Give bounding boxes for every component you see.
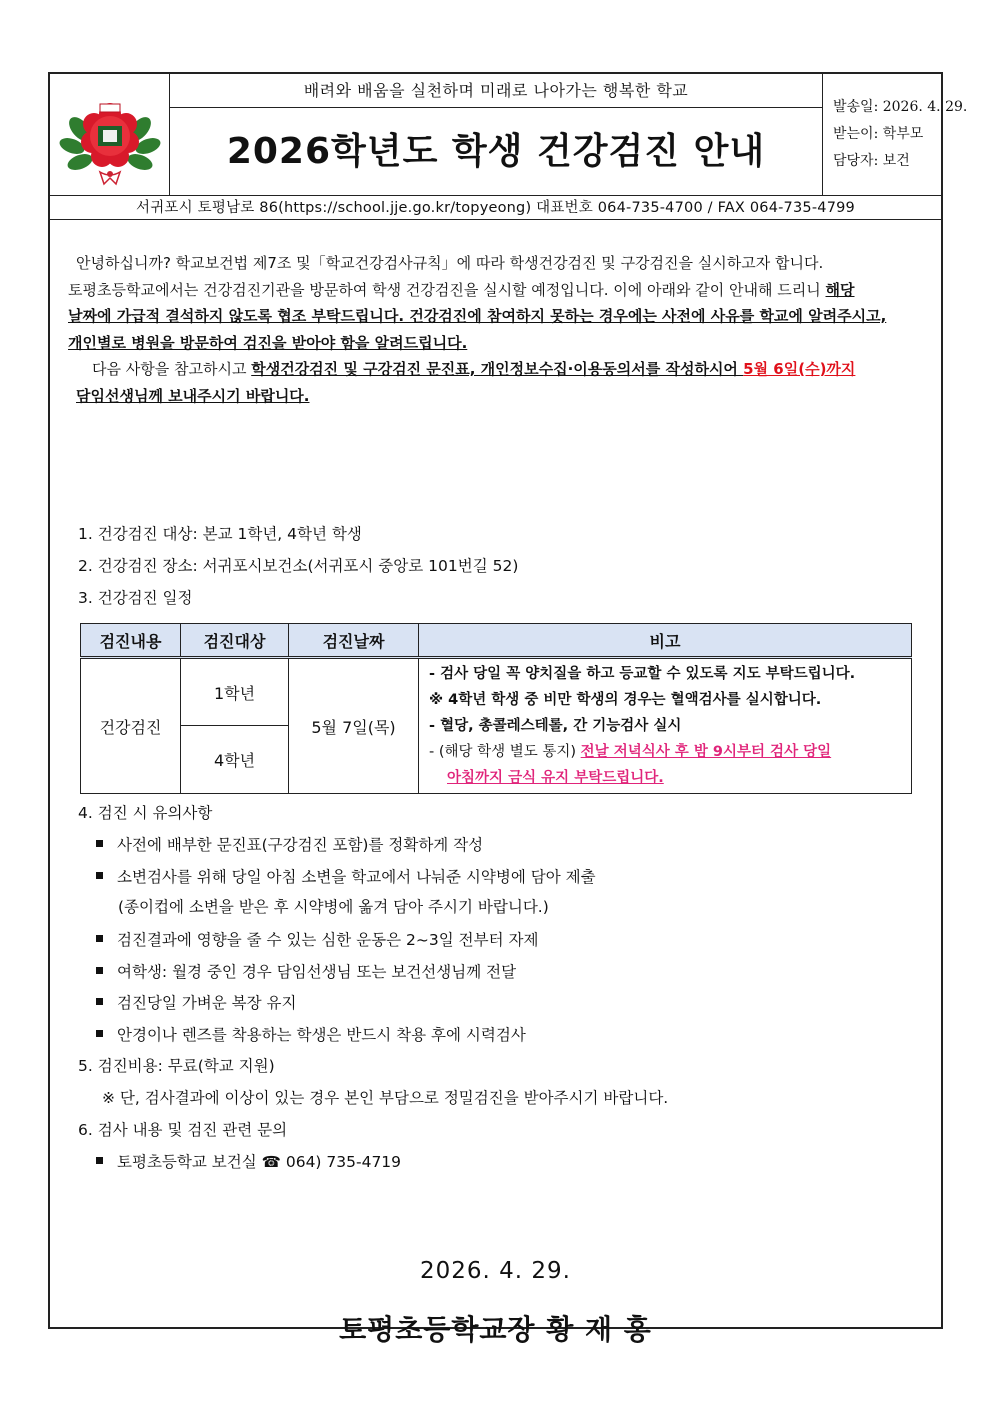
- issue-date: 발송일: 2026. 4. 29.: [833, 99, 968, 115]
- logo-box: [50, 74, 170, 196]
- exam-date-cell: 5월 7일(목): [289, 658, 419, 794]
- grade-cell: 1학년: [181, 658, 289, 726]
- list-item: 안경이나 렌즈를 착용하는 학생은 반드시 착용 후에 시력검사: [96, 1023, 526, 1045]
- bullet-icon: [96, 967, 103, 974]
- section-precautions: 4. 검진 시 유의사항: [78, 804, 213, 822]
- table-row: [81, 658, 912, 726]
- exam-type-cell: 건강검진: [81, 658, 181, 794]
- list-item: 검진당일 가벼운 복장 유지: [96, 991, 297, 1013]
- table-header: 검진내용: [81, 624, 181, 658]
- intro-line: 개인별로 병원을 방문하여 검진을 받아야 함을 알려드립니다.: [68, 333, 468, 352]
- intro-line: 토평초등학교에서는 건강검진기관을 방문하여 학생 건강검진을 실시할 예정입니다. 이에 아래와 같이 안내해 드리니 해당: [68, 280, 855, 299]
- intro-line: 안녕하십니까? 학교보건법 제7조 및「학교건강검사규칙」에 따라 학생건강검진 및 구강검진을 실시하고자 합니다.: [76, 254, 824, 272]
- intro-line: 날짜에 가급적 결석하지 않도록 협조 부탁드립니다. 건강검진에 참여하지 못하는 경우에는 사전에 사유를 학교에 알려주시고,: [68, 307, 887, 325]
- remark-line: - (해당 학생 별도 통지) 전날 저녁식사 후 밤 9시부터 검사 당일: [429, 744, 832, 760]
- list-item: 검진결과에 영향을 줄 수 있는 심한 운동은 2~3일 전부터 자제: [96, 928, 538, 950]
- section-schedule: 3. 건강검진 일정: [78, 589, 193, 607]
- remark-line: ※ 4학년 학생 중 비만 학생의 경우는 혈액검사를 실시합니다.: [429, 692, 822, 708]
- intro-line: 다음 사항을 참고하시고 학생건강검진 및 구강검진 문진표, 개인정보수집·이용동의서를 작성하시어 5월 6일(수)까지: [92, 360, 856, 378]
- section-location: 2. 건강검진 장소: 서귀포시보건소(서귀포시 중앙로 101번길 52): [78, 557, 519, 575]
- table-header: 비고: [419, 624, 912, 658]
- bullet-icon: [96, 998, 103, 1005]
- document-frame: [48, 72, 968, 1346]
- intro-paragraph: [68, 250, 928, 409]
- schedule-table: [80, 623, 912, 794]
- document-meta: [822, 74, 968, 196]
- bullet-icon: [96, 1030, 103, 1037]
- bullet-icon: [96, 872, 103, 879]
- section-target: 1. 건강검진 대상: 본교 1학년, 4학년 학생: [78, 525, 362, 543]
- school-motto: 배려와 배움을 실천하며 미래로 나아가는 행복한 학교: [170, 74, 822, 108]
- table-header: 검진대상: [181, 624, 289, 658]
- principal-signature: 토평초등학교장 황 재 홍: [339, 1313, 652, 1346]
- list-item-note: (종이컵에 소변을 받은 후 시약병에 옮겨 담아 주시기 바랍니다.): [118, 898, 549, 916]
- remark-line: - 검사 당일 꼭 양치질을 하고 등교할 수 있도록 지도 부탁드립니다.: [429, 666, 856, 682]
- intro-line: 담임선생님께 보내주시기 바랍니다.: [76, 386, 310, 405]
- bullet-icon: [96, 840, 103, 847]
- cost-note: ※ 단, 검사결과에 이상이 있는 경우 본인 부담으로 정밀검진을 받아주시기 바랍니다.: [102, 1089, 669, 1107]
- table-header-row: [81, 624, 912, 658]
- list-item: 여학생: 월경 중인 경우 담임선생님 또는 보건선생님께 전달: [96, 960, 516, 982]
- section-cost: 5. 검진비용: 무료(학교 지원): [78, 1057, 275, 1075]
- document-date: 2026. 4. 29.: [420, 1258, 571, 1284]
- remark-line: - 혈당, 총콜레스테롤, 간 기능검사 실시: [429, 718, 682, 734]
- list-item: 소변검사를 위해 당일 아침 소변을 학교에서 나눠준 시약병에 담아 제출: [96, 865, 596, 887]
- table-header: 검진날짜: [289, 624, 419, 658]
- manager: 담당자: 보건: [833, 153, 910, 169]
- grade-cell: 4학년: [181, 726, 289, 794]
- remarks-cell: [419, 658, 912, 794]
- header: [50, 74, 968, 196]
- school-emblem-icon: [50, 74, 170, 196]
- page-title: 2026학년도 학생 건강검진 안내: [226, 131, 766, 172]
- bullet-icon: [96, 935, 103, 942]
- remark-line: 아침까지 금식 유지 부탁드립니다.: [447, 770, 664, 786]
- bullet-icon: [96, 1157, 103, 1164]
- contact-item: 토평초등학교 보건실 ☎ 064) 735-4719: [96, 1150, 401, 1172]
- list-item: 사전에 배부한 문진표(구강검진 포함)를 정확하게 작성: [96, 833, 483, 855]
- section-inquiry: 6. 검사 내용 및 검진 관련 문의: [78, 1121, 288, 1139]
- recipient: 받는이: 학부모: [833, 126, 924, 142]
- school-address: 서귀포시 토평남로 86(https://school.jje.go.kr/topyeong) 대표번호 064-735-4700 / FAX 064-735-4799: [50, 196, 941, 220]
